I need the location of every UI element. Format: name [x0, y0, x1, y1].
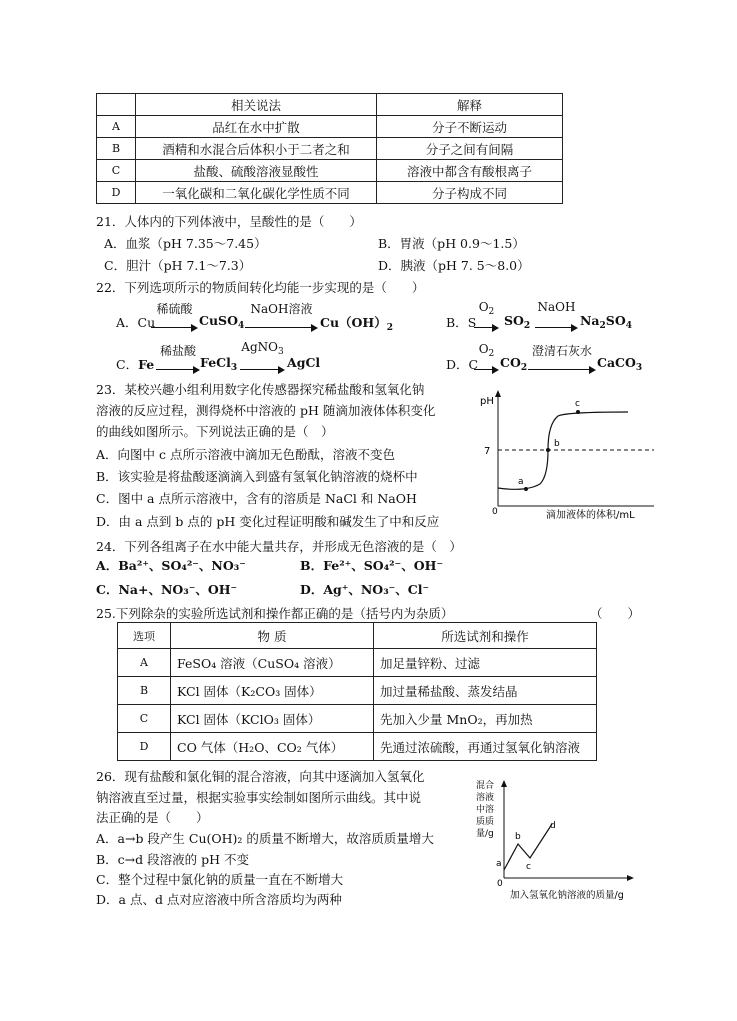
- table-header-cell: 所选试剂和操作: [374, 623, 597, 649]
- table-cell: 酒精和水混合后体积小于二者之和: [136, 138, 377, 160]
- point-b-label: b: [515, 832, 521, 842]
- table-cell: A: [97, 116, 136, 138]
- table-header-cell: 相关说法: [136, 94, 377, 116]
- point-b-label: b: [554, 439, 560, 449]
- table-cell: B: [118, 677, 171, 705]
- q26-option-d: D．a 点、d 点对应溶液中所含溶质均为两种: [96, 892, 342, 907]
- x-axis-label: 滴加液体的体积/mL: [546, 510, 635, 521]
- x-axis-arrow: [627, 875, 634, 881]
- option-label: D．: [446, 357, 469, 372]
- q21-option-c: C．胆汁（pH 7.1～7.3）: [104, 258, 252, 273]
- point-a-label: a: [496, 859, 502, 869]
- origin-label: 0: [492, 507, 498, 517]
- arrow-reagent: 稀硫酸: [156, 302, 193, 316]
- formula: Fe: [138, 357, 155, 372]
- table-cell: 品红在水中扩散: [136, 116, 377, 138]
- reaction-arrow: [151, 300, 198, 330]
- arrow-reagent: $O_2$: [478, 300, 495, 317]
- table-cell: B: [97, 138, 136, 160]
- q24-option-b: B．Fe²⁺、SO₄²⁻、OH⁻: [300, 558, 444, 573]
- table-header-cell: 物 质: [171, 623, 374, 649]
- q26-option-b: B．c→d 段溶液的 pH 不变: [96, 852, 249, 867]
- q23-stem-line: 溶液的反应过程，测得烧杯中溶液的 pH 随滴加液体体积变化: [96, 403, 436, 418]
- table-cell: 加足量锌粉、过滤: [374, 649, 597, 677]
- point-c-label: c: [526, 862, 531, 872]
- reaction-arrow: [474, 342, 499, 372]
- table-cell: 溶液中都含有酸根离子: [377, 160, 563, 182]
- q26-option-a: A．a→b 段产生 Cu(OH)₂ 的质量不断增大，故溶质质量增大: [96, 831, 434, 846]
- point-a: [524, 487, 528, 491]
- y-axis-arrow: [501, 780, 507, 787]
- reaction-arrow: [240, 340, 285, 372]
- table-header-cell: 解释: [377, 94, 563, 116]
- reaction-arrow: [156, 342, 200, 372]
- option-label: C．: [116, 357, 139, 372]
- table-cell: 先加入少量 MnO₂，再加热: [374, 705, 597, 733]
- q24-stem: 24．下列各组离子在水中能大量共存，并形成无色溶液的是（ ）: [96, 539, 462, 554]
- y-axis-label: 溶液: [476, 793, 495, 803]
- q23-option-c: C．图中 a 点所示溶液中，含有的溶质是 NaCl 和 NaOH: [96, 491, 417, 506]
- arrow-reagent: NaOH溶液: [250, 302, 313, 316]
- table-row: [97, 116, 563, 138]
- answer-paren: （ ）: [590, 606, 641, 621]
- point-d-label: d: [550, 821, 556, 831]
- q22-option-a: [116, 313, 155, 331]
- table-cell: KCl 固体（KClO₃ 固体）: [171, 705, 374, 733]
- y-axis-label: 中溶: [476, 805, 495, 815]
- q23-option-b: B．该实验是将盐酸逐滴滴入到盛有氢氧化钠溶液的烧杯中: [96, 469, 418, 484]
- table-cell: D: [97, 182, 136, 204]
- q24-option-a: A．Ba²⁺、SO₄²⁻、NO₃⁻: [96, 558, 246, 573]
- arrow-reagent: 澄清石灰水: [531, 344, 592, 358]
- ph-curve-chart: [476, 388, 676, 523]
- q22-option-c: [116, 355, 154, 373]
- formula: $SO_2$: [504, 313, 531, 331]
- formula: FeCl$_3$: [200, 355, 238, 373]
- formula: Cu: [137, 315, 156, 330]
- formula: $Na_2SO_4$: [580, 313, 632, 331]
- arrow-reagent: $O_2$: [478, 342, 495, 359]
- formula: AgCl: [287, 355, 321, 370]
- q25-stem: 25.下列除杂的实验所选试剂和操作都正确的是（括号内为杂质）: [96, 606, 454, 621]
- table-cell: CO 气体（H₂O、CO₂ 气体）: [171, 733, 374, 761]
- table-row: [118, 677, 597, 705]
- reaction-arrow: [528, 342, 596, 372]
- table-cell: C: [118, 705, 171, 733]
- arrow-reagent: NaOH: [537, 300, 576, 314]
- q23-option-a: A．向图中 c 点所示溶液中滴加无色酚酞，溶液不变色: [96, 447, 395, 462]
- table-header-cell: 选项: [118, 623, 171, 649]
- formula: S: [467, 315, 477, 330]
- solute-mass-chart: [474, 774, 644, 904]
- option-label: B．: [446, 315, 468, 330]
- q21-option-d: D．胰液（pH 7. 5～8.0）: [378, 258, 530, 273]
- q22-option-b: [446, 313, 476, 331]
- q21-stem: 21．人体内的下列体液中，呈酸性的是（ ）: [96, 214, 362, 229]
- table-cell: C: [97, 160, 136, 182]
- table-cell: 分子构成不同: [377, 182, 563, 204]
- table-cell: D: [118, 733, 171, 761]
- table-row: [118, 649, 597, 677]
- point-c: [576, 410, 580, 414]
- q26-stem-line: 法正确的是（ ）: [96, 810, 209, 825]
- point-c-label: c: [575, 399, 580, 409]
- table-header-row: [97, 94, 563, 116]
- point-a-label: a: [518, 477, 524, 487]
- table-row: [97, 138, 563, 160]
- q21-option-a: A．血浆（pH 7.35～7.45）: [104, 236, 267, 251]
- arrow-reagent: AgNO$_3$: [241, 340, 284, 357]
- y-axis-arrow: [495, 390, 501, 397]
- table-cell: 一氧化碳和二氧化碳化学性质不同: [136, 182, 377, 204]
- y-axis-label: pH: [480, 396, 494, 407]
- origin-label: 0: [497, 879, 503, 889]
- table-row: [118, 705, 597, 733]
- table-cell: 分子之间有间隔: [377, 138, 563, 160]
- q22-stem: 22．下列选项所示的物质间转化均能一步实现的是（ ）: [96, 280, 425, 295]
- y-axis-label: 混合: [476, 781, 495, 791]
- ref-tick-label: 7: [484, 446, 491, 457]
- table-cell: 盐酸、硫酸溶液显酸性: [136, 160, 377, 182]
- option-label: A．: [116, 315, 138, 330]
- table-cell: [97, 94, 136, 116]
- reaction-arrow: [474, 300, 499, 330]
- purification-table: [117, 622, 597, 761]
- table-header-row: [118, 623, 597, 649]
- formula: $Cu(OH)_2$: [320, 315, 394, 333]
- q23-stem-line: 的曲线如图所示。下列说法正确的是（ ）: [96, 424, 334, 439]
- table-cell: KCl 固体（K₂CO₃ 固体）: [171, 677, 374, 705]
- table-row: [97, 160, 563, 182]
- table-cell: 分子不断运动: [377, 116, 563, 138]
- formula: CaCO$_3$: [597, 355, 643, 373]
- q26-stem-line: 26．现有盐酸和氯化铜的混合溶液，向其中逐滴加入氢氧化: [96, 769, 425, 784]
- reaction-arrow: [245, 300, 318, 330]
- y-axis-label: 质质: [476, 817, 495, 827]
- q23-option-d: D．由 a 点到 b 点的 pH 变化过程证明酸和碱发生了中和反应: [96, 514, 440, 529]
- q24-option-c: C．Na+、NO₃⁻、OH⁻: [96, 582, 238, 597]
- table-cell: FeSO₄ 溶液（CuSO₄ 溶液）: [171, 649, 374, 677]
- arrow-reagent: 稀盐酸: [159, 344, 196, 358]
- table-row: [97, 182, 563, 204]
- table-cell: 先通过浓硫酸，再通过氢氧化钠溶液: [374, 733, 597, 761]
- formula: C: [468, 357, 479, 372]
- formula: CuSO$_4$: [199, 313, 245, 331]
- q23-stem-line: 23．某校兴趣小组利用数字化传感器探究稀盐酸和氢氧化钠: [96, 382, 425, 397]
- reaction-arrow: [535, 300, 578, 330]
- formula: $CO_2$: [500, 355, 528, 373]
- table-row: [118, 733, 597, 761]
- x-axis-label: 加入氢氧化钠溶液的质量/g: [510, 890, 624, 901]
- point-b: [546, 448, 550, 452]
- table-cell: A: [118, 649, 171, 677]
- q24-option-d: D．Ag⁺、NO₃⁻、Cl⁻: [300, 582, 430, 597]
- q21-option-b: B．胃液（pH 0.9～1.5）: [378, 236, 525, 251]
- q26-option-c: C．整个过程中氯化钠的质量一直在不断增大: [96, 872, 344, 887]
- table-cell: 加过量稀盐酸、蒸发结晶: [374, 677, 597, 705]
- explanation-table: [96, 93, 563, 204]
- y-axis-label: 量/g: [476, 829, 494, 839]
- q26-stem-line: 钠溶液直至过量，根据实验事实绘制如图所示曲线。其中说: [96, 790, 422, 805]
